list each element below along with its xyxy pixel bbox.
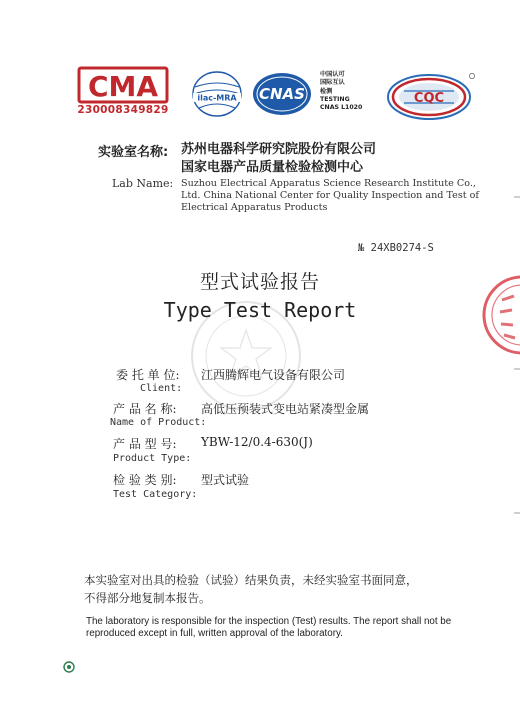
cnas-line: 中国认可 (320, 71, 345, 78)
product-name-value: 高低压预装式变电站紧凑型金属 (201, 402, 370, 416)
lab-name-cn-line: 国家电器产品质量检验检测中心 (181, 160, 364, 175)
report-number: № 24XB0274-S (358, 242, 434, 254)
disclaimer-cn-line: 本实验室对出具的检验（试验）结果负责，未经实验室书面同意， (84, 573, 418, 587)
cma-logo-text: CMA (87, 70, 159, 103)
cnas-logo (251, 70, 313, 118)
product-name-label-cn: 产 品 名 称: (113, 402, 177, 416)
lab-name-cn-line: 苏州电器科学研究院股份有限公司 (181, 142, 377, 157)
test-category-label-en: Test Category: (113, 489, 198, 500)
client-label-en: Client: (140, 383, 183, 394)
disclaimer-en: The laboratory is responsible for the inspection (Test) results. The report shall not be reproduced except in full, written approval of the laboratory. (86, 616, 452, 640)
edge-mark (514, 196, 520, 198)
cnas-line: 检测 (320, 87, 333, 95)
product-type-label-en: Product Type: (113, 453, 192, 464)
edge-mark (514, 512, 520, 514)
test-category-label-cn: 检 验 类 别: (113, 473, 177, 487)
red-seal-stamp-icon (474, 270, 520, 360)
registered-mark-icon (469, 73, 474, 78)
cnas-line: 国际互认 (320, 79, 345, 87)
lab-name-en: Suzhou Electrical Apparatus Science Research Institute Co., Ltd. China National Center for Quality Inspection and Test of Electrical Apparatus Products (181, 178, 479, 214)
cnas-line: TESTING (320, 95, 350, 103)
product-name-label-en: Name of Product: (110, 417, 207, 428)
client-label-cn: 委 托 单 位: (116, 368, 180, 382)
lab-name-label-cn: 实验室名称: (98, 145, 169, 160)
report-title-cn: 型式试验报告 (199, 271, 320, 293)
disclaimer-cn-line: 不得部分地复制本报告。 (84, 591, 211, 605)
product-type-value: YBW-12/0.4-630(J) (201, 435, 313, 449)
ilac-logo-text: ilac-MRA (197, 93, 237, 103)
product-type-label-cn: 产 品 型 号: (113, 437, 177, 451)
cnas-line: CNAS L1020 (320, 104, 363, 112)
lab-name-label-en: Lab Name: (112, 177, 174, 190)
footer-logo-icon (63, 661, 75, 673)
lab-name-cn (181, 141, 376, 177)
cnas-accreditation-text (320, 71, 390, 112)
disclaimer-cn (84, 571, 484, 607)
client-value: 江西腾辉电气设备有限公司 (201, 368, 346, 382)
edge-mark (514, 368, 520, 370)
cnas-logo-text: CNAS (259, 85, 305, 103)
ilac-mra-logo (189, 69, 245, 119)
report-title-en: Type Test Report (163, 298, 357, 322)
test-category-value: 型式试验 (201, 473, 250, 487)
cqc-seal-logo (386, 71, 476, 121)
cma-certificate-number: 230008349829 (77, 104, 169, 116)
seal-logo-text: CQC (413, 91, 445, 106)
